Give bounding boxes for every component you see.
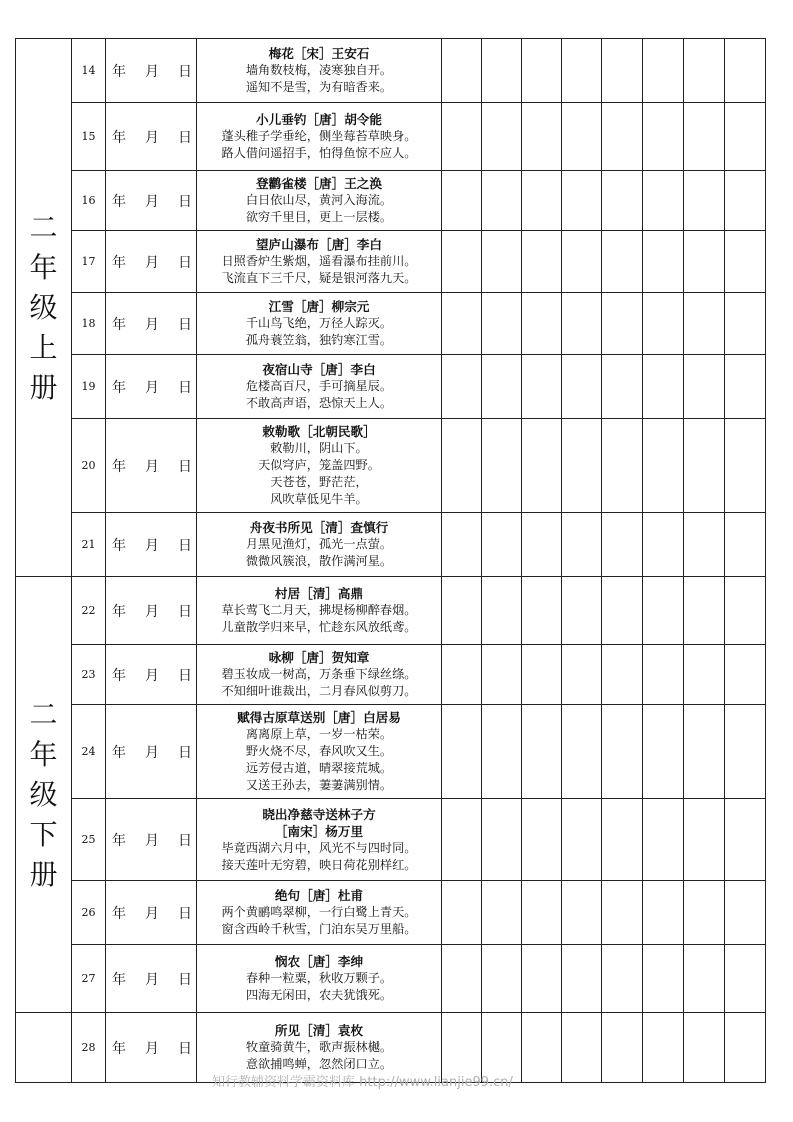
check-cell[interactable]: [562, 705, 602, 799]
poem-cell: [197, 881, 442, 945]
semester-label: [16, 39, 72, 577]
date-label: 年: [112, 744, 126, 761]
poem-row: [16, 103, 766, 171]
check-cell[interactable]: [602, 945, 643, 1013]
check-cell[interactable]: [602, 171, 643, 231]
date-label: 日: [178, 905, 192, 922]
date-cell[interactable]: [106, 103, 197, 171]
check-cell[interactable]: [442, 513, 482, 577]
date-label: 日: [178, 971, 192, 988]
check-cell[interactable]: [442, 355, 482, 419]
check-cell[interactable]: [442, 799, 482, 881]
check-cell[interactable]: [602, 103, 643, 171]
check-cell[interactable]: [442, 577, 482, 645]
date-label: 日: [178, 193, 192, 210]
watermark-text: 知行教辅资料学霸资料库 http://www.lianjie99.cn/: [212, 1075, 513, 1090]
check-cell[interactable]: [684, 171, 725, 231]
poem-line: 毕竟西湖六月中，风光不与四时同。: [221, 840, 417, 855]
poem-row: [16, 577, 766, 645]
poem-title: 悯农［唐］李绅: [274, 954, 364, 969]
check-cell[interactable]: [482, 39, 522, 103]
check-cell[interactable]: [442, 293, 482, 355]
check-cell[interactable]: [442, 231, 482, 293]
date-label: 月: [145, 905, 159, 922]
poem-number: 18: [72, 293, 106, 355]
poem-row: [16, 645, 766, 705]
poem-line: 不知细叶谁裁出，二月春风似剪刀。: [221, 684, 417, 698]
check-cell[interactable]: [684, 293, 725, 355]
check-cell[interactable]: [522, 355, 562, 419]
date-cell[interactable]: [106, 355, 197, 419]
check-cell[interactable]: [602, 39, 643, 103]
check-cell[interactable]: [643, 231, 684, 293]
check-cell[interactable]: [602, 799, 643, 881]
semester-label: [16, 577, 72, 1013]
check-cell[interactable]: [684, 799, 725, 881]
poem-row: [16, 705, 766, 799]
check-cell[interactable]: [522, 171, 562, 231]
check-cell[interactable]: [522, 39, 562, 103]
check-cell[interactable]: [725, 513, 766, 577]
date-label: 月: [145, 832, 159, 849]
check-cell[interactable]: [482, 645, 522, 705]
poem-number: 15: [72, 103, 106, 171]
check-cell[interactable]: [482, 799, 522, 881]
date-label: 月: [145, 603, 159, 620]
check-cell[interactable]: [725, 103, 766, 171]
poem-line: 天苍苍，野茫茫，: [270, 475, 368, 489]
semester-label-char: 上: [29, 330, 58, 364]
check-cell[interactable]: [562, 231, 602, 293]
poem-record-table: [15, 38, 766, 1083]
date-label: 日: [178, 254, 192, 271]
check-cell[interactable]: [562, 513, 602, 577]
poem-number: 19: [72, 355, 106, 419]
poem-title: 梅花［宋］王安石: [268, 46, 370, 61]
poem-line: 千山鸟飞绝，万径人踪灭。: [245, 316, 393, 330]
poem-title: 小儿垂钓［唐］胡令能: [256, 112, 382, 127]
check-cell[interactable]: [522, 1013, 562, 1083]
semester-label-char: 二: [29, 697, 58, 731]
date-label: 日: [178, 537, 192, 554]
poem-number: 27: [72, 945, 106, 1013]
check-cell[interactable]: [725, 577, 766, 645]
check-cell[interactable]: [602, 705, 643, 799]
check-cell[interactable]: [482, 945, 522, 1013]
date-label: 月: [145, 129, 159, 146]
poem-row: [16, 513, 766, 577]
date-label: 日: [178, 832, 192, 849]
check-cell[interactable]: [562, 103, 602, 171]
poem-row: [16, 39, 766, 103]
poem-title: 夜宿山寺［唐］李白: [262, 362, 376, 377]
poem-line: 路人借问遥招手，怕得鱼惊不应人。: [221, 146, 417, 160]
check-cell[interactable]: [562, 419, 602, 513]
date-label: 日: [178, 1040, 192, 1057]
check-cell[interactable]: [725, 171, 766, 231]
check-cell[interactable]: [562, 645, 602, 705]
poem-line: 碧玉妆成一树高，万条垂下绿丝绦。: [221, 667, 417, 681]
date-label: 年: [112, 379, 126, 396]
poem-line: 离离原上草，一岁一枯荣。: [245, 727, 393, 741]
check-cell[interactable]: [442, 705, 482, 799]
check-cell[interactable]: [442, 171, 482, 231]
check-cell[interactable]: [562, 293, 602, 355]
poem-row: [16, 881, 766, 945]
poem-line: 牧童骑黄牛，歌声振林樾。: [245, 1040, 393, 1054]
check-cell[interactable]: [643, 103, 684, 171]
date-label: 日: [178, 129, 192, 146]
date-label: 月: [145, 971, 159, 988]
poem-row: [16, 355, 766, 419]
semester-label-char: 年: [29, 250, 58, 284]
check-cell[interactable]: [643, 705, 684, 799]
check-cell[interactable]: [522, 103, 562, 171]
check-cell[interactable]: [482, 881, 522, 945]
check-cell[interactable]: [643, 513, 684, 577]
check-cell[interactable]: [725, 945, 766, 1013]
date-cell[interactable]: [106, 231, 197, 293]
poem-cell: [197, 293, 442, 355]
check-cell[interactable]: [522, 513, 562, 577]
check-cell[interactable]: [482, 231, 522, 293]
check-cell[interactable]: [725, 705, 766, 799]
poem-number: 17: [72, 231, 106, 293]
check-cell[interactable]: [522, 705, 562, 799]
poem-line: 窗含西岭千秋雪，门泊东吴万里船。: [221, 922, 417, 936]
poem-number: 20: [72, 419, 106, 513]
date-cell[interactable]: [106, 945, 197, 1013]
check-cell[interactable]: [482, 293, 522, 355]
poem-line: 儿童散学归来早，忙趁东风放纸鸢。: [221, 620, 417, 634]
check-cell[interactable]: [482, 577, 522, 645]
poem-cell: [197, 645, 442, 705]
poem-row: [16, 945, 766, 1013]
check-cell[interactable]: [725, 1013, 766, 1083]
poem-cell: [197, 705, 442, 799]
poem-cell: [197, 513, 442, 577]
check-cell[interactable]: [562, 881, 602, 945]
date-label: 年: [112, 458, 126, 475]
semester-label-char: 册: [29, 857, 58, 891]
check-cell[interactable]: [562, 577, 602, 645]
semester-label-char: 下: [29, 817, 58, 851]
date-label: 年: [112, 316, 126, 333]
date-label: 年: [112, 832, 126, 849]
date-label: 日: [178, 603, 192, 620]
poem-title: 江雪［唐］柳宗元: [268, 299, 370, 314]
check-cell[interactable]: [725, 419, 766, 513]
poem-title: 咏柳［唐］贺知章: [268, 650, 370, 665]
check-cell[interactable]: [643, 39, 684, 103]
poem-line: 不敢高声语，恐惊天上人。: [245, 396, 393, 410]
date-label: 日: [178, 667, 192, 684]
check-cell[interactable]: [602, 1013, 643, 1083]
check-cell[interactable]: [725, 39, 766, 103]
poem-line: 微微风簇浪，散作满河星。: [245, 554, 393, 568]
poem-cell: [197, 171, 442, 231]
check-cell[interactable]: [684, 419, 725, 513]
poem-line: 又送王孙去，萋萋满别情。: [245, 778, 393, 792]
check-cell[interactable]: [684, 103, 725, 171]
check-cell[interactable]: [643, 577, 684, 645]
poem-line: 远芳侵古道，晴翠接荒城。: [245, 761, 393, 775]
date-label: 年: [112, 667, 126, 684]
date-cell[interactable]: [106, 645, 197, 705]
date-cell[interactable]: [106, 419, 197, 513]
poem-cell: [197, 103, 442, 171]
check-cell[interactable]: [725, 645, 766, 705]
check-cell[interactable]: [684, 645, 725, 705]
date-label: 日: [178, 744, 192, 761]
date-label: 年: [112, 1040, 126, 1057]
date-cell[interactable]: [106, 705, 197, 799]
check-cell[interactable]: [725, 799, 766, 881]
check-cell[interactable]: [482, 513, 522, 577]
date-label: 月: [145, 458, 159, 475]
date-label: 年: [112, 254, 126, 271]
date-label: 月: [145, 667, 159, 684]
poem-number: 26: [72, 881, 106, 945]
poem-line: 风吹草低见牛羊。: [270, 492, 368, 506]
date-cell[interactable]: [106, 293, 197, 355]
check-cell[interactable]: [562, 799, 602, 881]
poem-cell: [197, 39, 442, 103]
check-cell[interactable]: [482, 103, 522, 171]
check-cell[interactable]: [684, 881, 725, 945]
date-label: 年: [112, 971, 126, 988]
poem-cell: [197, 231, 442, 293]
date-label: 日: [178, 458, 192, 475]
check-cell[interactable]: [602, 645, 643, 705]
check-cell[interactable]: [643, 355, 684, 419]
date-label: 月: [145, 379, 159, 396]
check-cell[interactable]: [643, 293, 684, 355]
poem-line: 天似穹庐，笼盖四野。: [258, 458, 380, 472]
date-cell[interactable]: [106, 513, 197, 577]
check-cell[interactable]: [442, 103, 482, 171]
date-label: 日: [178, 379, 192, 396]
check-cell[interactable]: [602, 231, 643, 293]
check-cell[interactable]: [562, 39, 602, 103]
check-cell[interactable]: [562, 945, 602, 1013]
check-cell[interactable]: [643, 881, 684, 945]
date-label: 年: [112, 129, 126, 146]
poem-line: 飞流直下三千尺，疑是银河落九天。: [221, 271, 417, 285]
check-cell[interactable]: [684, 1013, 725, 1083]
semester-label-char: 级: [29, 777, 58, 811]
poem-row: [16, 419, 766, 513]
check-cell[interactable]: [562, 171, 602, 231]
poem-title: 敕勒歌［北朝民歌］: [262, 424, 376, 439]
check-cell[interactable]: [684, 945, 725, 1013]
date-cell[interactable]: [106, 1013, 197, 1083]
poem-line: 野火烧不尽，春风吹又生。: [245, 744, 393, 758]
check-cell[interactable]: [684, 355, 725, 419]
check-cell[interactable]: [725, 355, 766, 419]
poem-number: 23: [72, 645, 106, 705]
date-label: 年: [112, 603, 126, 620]
poem-title: 赋得古原草送别［唐］白居易: [237, 710, 401, 725]
poem-line: 危楼高百尺，手可摘星辰。: [245, 379, 393, 393]
poem-cell: [197, 945, 442, 1013]
poem-number: 25: [72, 799, 106, 881]
check-cell[interactable]: [684, 231, 725, 293]
poem-title: 绝句［唐］杜甫: [274, 888, 364, 903]
check-cell[interactable]: [725, 293, 766, 355]
poem-line: 意欲捕鸣蝉，忽然闭口立。: [245, 1057, 393, 1071]
poem-number: 14: [72, 39, 106, 103]
date-label: 月: [145, 63, 159, 80]
poem-title: 舟夜书所见［清］查慎行: [249, 520, 389, 535]
date-label: 年: [112, 905, 126, 922]
poem-line: 日照香炉生紫烟，遥看瀑布挂前川。: [221, 254, 417, 268]
poem-cell: [197, 355, 442, 419]
check-cell[interactable]: [725, 881, 766, 945]
check-cell[interactable]: [684, 577, 725, 645]
check-cell[interactable]: [684, 513, 725, 577]
poem-row: [16, 171, 766, 231]
check-cell[interactable]: [522, 945, 562, 1013]
poem-title: 望庐山瀑布［唐］李白: [256, 237, 382, 252]
check-cell[interactable]: [442, 419, 482, 513]
check-cell[interactable]: [643, 645, 684, 705]
semester-label: [16, 1013, 72, 1083]
poem-line: 欲穷千里目，更上一层楼。: [245, 210, 393, 224]
poem-line: 接天莲叶无穷碧，映日荷花别样红。: [221, 857, 417, 872]
date-label: 月: [145, 744, 159, 761]
poem-line: 墙角数枝梅，凌寒独自开。: [245, 63, 393, 77]
date-cell[interactable]: [106, 881, 197, 945]
date-label: 月: [145, 193, 159, 210]
poem-number: 21: [72, 513, 106, 577]
check-cell[interactable]: [482, 171, 522, 231]
check-cell[interactable]: [442, 39, 482, 103]
check-cell[interactable]: [602, 881, 643, 945]
check-cell[interactable]: [643, 1013, 684, 1083]
semester-label-char: 级: [29, 290, 58, 324]
poem-number: 24: [72, 705, 106, 799]
semester-label-char: 二: [29, 210, 58, 244]
poem-title: 村居［清］高鼎: [274, 586, 364, 601]
check-cell[interactable]: [522, 881, 562, 945]
date-label: 年: [112, 193, 126, 210]
check-cell[interactable]: [684, 705, 725, 799]
check-cell[interactable]: [522, 419, 562, 513]
check-cell[interactable]: [643, 945, 684, 1013]
poem-line: 白日依山尽，黄河入海流。: [245, 193, 393, 207]
check-cell[interactable]: [482, 705, 522, 799]
poem-line: 两个黄鹂鸣翠柳，一行白鹭上青天。: [221, 905, 417, 919]
semester-label-char: 年: [29, 737, 58, 771]
check-cell[interactable]: [643, 171, 684, 231]
check-cell[interactable]: [522, 577, 562, 645]
check-cell[interactable]: [482, 419, 522, 513]
poem-row: [16, 231, 766, 293]
check-cell[interactable]: [442, 881, 482, 945]
check-cell[interactable]: [643, 419, 684, 513]
date-label: 月: [145, 537, 159, 554]
poem-line: 四海无闲田，农夫犹饿死。: [245, 988, 393, 1002]
poem-title: 登鹳雀楼［唐］王之涣: [256, 176, 382, 191]
check-cell[interactable]: [522, 645, 562, 705]
poem-line: 春种一粒粟，秋收万颗子。: [245, 971, 393, 985]
check-cell[interactable]: [562, 1013, 602, 1083]
poem-number: 16: [72, 171, 106, 231]
date-label: 日: [178, 316, 192, 333]
check-cell[interactable]: [602, 419, 643, 513]
check-cell[interactable]: [522, 231, 562, 293]
check-cell[interactable]: [602, 577, 643, 645]
poem-number: 22: [72, 577, 106, 645]
date-label: 年: [112, 63, 126, 80]
date-cell[interactable]: [106, 577, 197, 645]
poem-line: 敕勒川，阴山下。: [270, 441, 368, 455]
semester-label-char: 册: [29, 370, 58, 404]
check-cell[interactable]: [602, 513, 643, 577]
date-cell[interactable]: [106, 799, 197, 881]
poem-number: 28: [72, 1013, 106, 1083]
poem-line: 孤舟蓑笠翁，独钓寒江雪。: [245, 333, 393, 347]
date-label: 月: [145, 316, 159, 333]
poem-subtitle: ［南宋］杨万里: [274, 823, 364, 839]
poem-line: 月黑见渔灯，孤光一点萤。: [245, 537, 393, 551]
check-cell[interactable]: [643, 799, 684, 881]
poem-line: 草长莺飞二月天，拂堤杨柳醉春烟。: [221, 603, 417, 617]
poem-row: [16, 293, 766, 355]
check-cell[interactable]: [602, 355, 643, 419]
poem-title: 所见［清］袁枚: [274, 1023, 364, 1038]
check-cell[interactable]: [522, 293, 562, 355]
check-cell[interactable]: [442, 645, 482, 705]
poem-cell: [197, 577, 442, 645]
check-cell[interactable]: [482, 355, 522, 419]
poem-cell: [197, 799, 442, 881]
check-cell[interactable]: [562, 355, 602, 419]
check-cell[interactable]: [602, 293, 643, 355]
check-cell[interactable]: [522, 799, 562, 881]
date-label: 年: [112, 537, 126, 554]
poem-cell: [197, 419, 442, 513]
date-cell[interactable]: [106, 171, 197, 231]
date-label: 月: [145, 1040, 159, 1057]
date-label: 日: [178, 63, 192, 80]
date-cell[interactable]: [106, 39, 197, 103]
poem-line: 遥知不是雪，为有暗香来。: [245, 80, 393, 94]
check-cell[interactable]: [725, 231, 766, 293]
poem-line: 蓬头稚子学垂纶，侧坐莓苔草映身。: [221, 129, 417, 143]
check-cell[interactable]: [684, 39, 725, 103]
check-cell[interactable]: [442, 945, 482, 1013]
date-label: 月: [145, 254, 159, 271]
poem-row: [16, 799, 766, 881]
poem-title: 晓出净慈寺送林子方: [262, 806, 376, 822]
